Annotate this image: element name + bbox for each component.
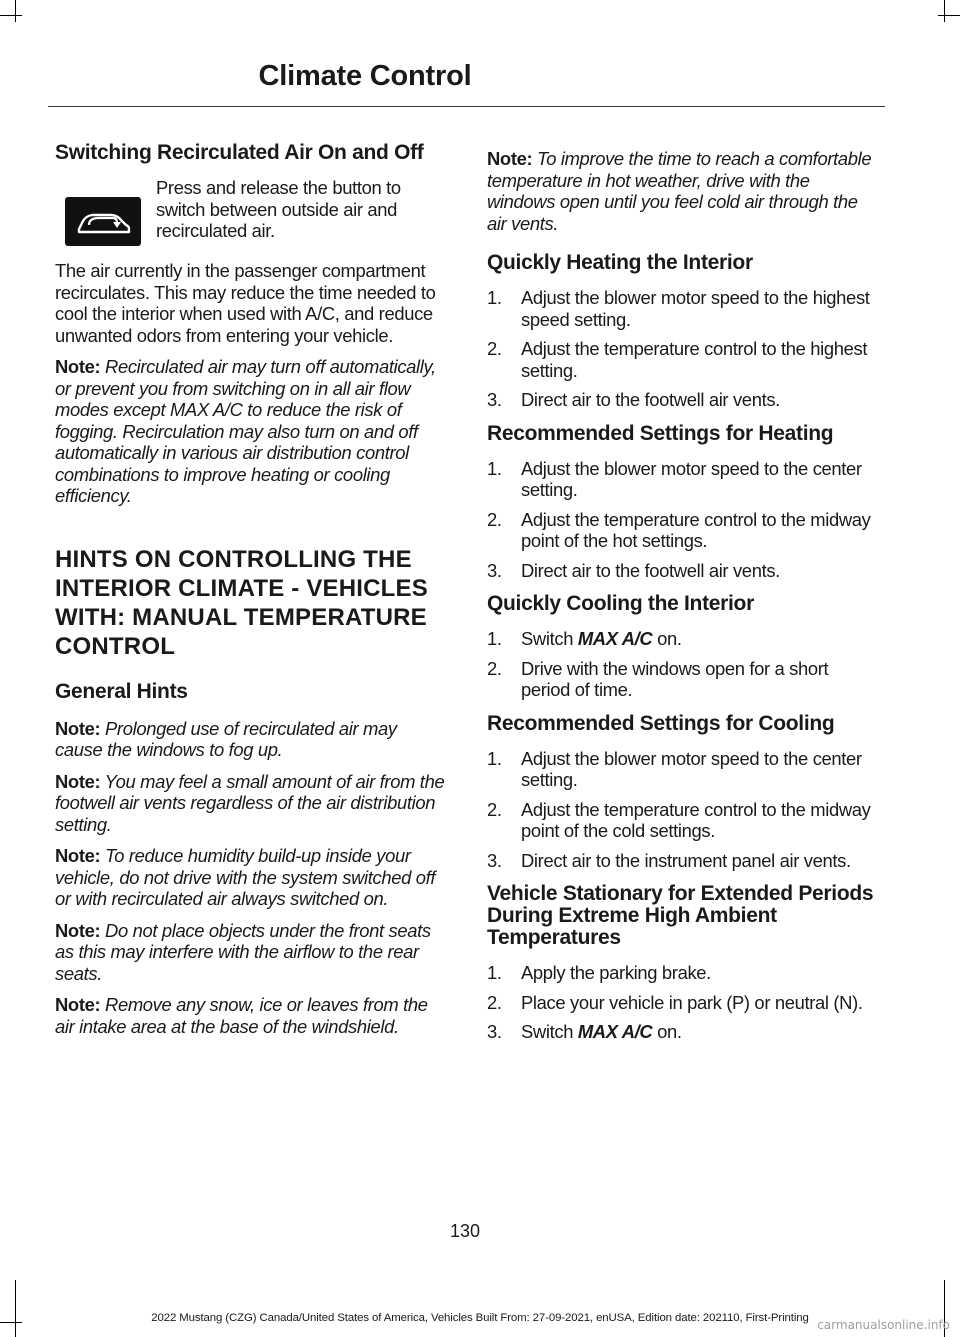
steps-list xyxy=(487,458,879,582)
page-number: 130 xyxy=(449,1221,481,1241)
note-label: Note: xyxy=(55,356,101,377)
note xyxy=(55,718,447,761)
section-heading: Recommended Settings for Cooling xyxy=(487,711,835,735)
hints-heading: HINTS ON CONTROLLING THE INTERIOR CLIMATE - VEHICLES WITH: MANUAL TEMPERATURE CONTROL xyxy=(55,545,428,660)
recirc-heading: Switching Recirculated Air On and Off xyxy=(55,141,424,164)
right-column xyxy=(487,148,879,1055)
section-heading: Quickly Heating the Interior xyxy=(487,251,753,274)
crop-mark xyxy=(15,0,16,22)
note-label: Note: xyxy=(55,717,101,739)
top-note xyxy=(487,148,879,234)
watermark: carmanualsonline.info xyxy=(817,1318,950,1332)
note-text: You may feel a small amount of air from the footwell air vents regardless of the air distribution setting. xyxy=(55,770,445,835)
steps-list xyxy=(487,962,879,1043)
note-text: Remove any snow, ice or leaves from the air intake area at the base of the windshield. xyxy=(55,994,428,1037)
list-item: 2. Adjust the temperature control to the midway point of the cold settings. xyxy=(487,798,871,841)
steps-list xyxy=(487,287,879,411)
list-item: 2. Adjust the temperature control to the highest setting. xyxy=(487,338,868,381)
crop-mark xyxy=(15,1280,16,1337)
recirculated-air-icon xyxy=(65,197,141,246)
list-item: 3. Direct air to the footwell air vents. xyxy=(487,389,780,410)
note-text: Prolonged use of recirculated air may cause the windows to fog up. xyxy=(55,717,397,760)
section-heading: Recommended Settings for Heating xyxy=(487,421,834,445)
section-heading: Vehicle Stationary for Extended Periods During Extreme High Ambient Temperatures xyxy=(487,882,874,949)
note-label: Note: xyxy=(55,770,101,792)
note-label: Note: xyxy=(55,919,101,941)
list-item: 1. Apply the parking brake. xyxy=(487,962,711,983)
list-item: 1. Switch MAX A/C on. xyxy=(487,628,682,649)
note xyxy=(55,920,447,985)
list-item: 3. Direct air to the instrument panel air vents. xyxy=(487,849,851,871)
note xyxy=(55,771,447,836)
note-text: Recirculated air may turn off automatically, or prevent you from switching on in all air flow modes except MAX A/C to reduce the risk of fogging. Recirculation may also turn on and off automatically in various air distribution control combinations to improve heating or cooling efficiency. xyxy=(55,356,436,506)
list-item: 1. Adjust the blower motor speed to the center setting. xyxy=(487,747,862,790)
header-divider xyxy=(48,106,885,107)
note-text: To reduce humidity build-up inside your vehicle, do not drive with the system switched off or with recirculated air always switched on. xyxy=(55,845,436,909)
list-item: 1. Adjust the blower motor speed to the highest speed setting. xyxy=(487,287,870,330)
list-item: 3. Switch MAX A/C on. xyxy=(487,1021,682,1042)
list-item: 2. Adjust the temperature control to the midway point of the hot settings. xyxy=(487,508,871,551)
list-item: 2. Place your vehicle in park (P) or neutral (N). xyxy=(487,991,863,1013)
note-text: Do not place objects under the front seats as this may interfere with the airflow to the rear seats. xyxy=(55,919,431,984)
note-label: Note: xyxy=(55,845,101,866)
recirc-instruction-row xyxy=(55,177,447,246)
left-column xyxy=(55,142,447,1047)
note xyxy=(55,845,447,910)
list-item: 3. Direct air to the footwell air vents. xyxy=(487,559,780,581)
section-heading: Quickly Cooling the Interior xyxy=(487,592,754,615)
note xyxy=(55,994,447,1037)
list-item: 1. Adjust the blower motor speed to the center setting. xyxy=(487,457,862,500)
crop-mark xyxy=(944,0,945,22)
general-hints-heading: General Hints xyxy=(55,679,188,703)
list-item: 2. Drive with the windows open for a short period of time. xyxy=(487,657,829,700)
note-label: Note: xyxy=(55,994,101,1015)
recirc-instruction: Press and release the button to switch between outside air and recirculated air. xyxy=(156,177,401,241)
footer-text: 2022 Mustang (CZG) Canada/United States of America, Vehicles Built From: 27-09-2021, enUSA, Edition date: 202110, First-Printing xyxy=(151,1312,809,1324)
note-label: Note: xyxy=(487,148,533,169)
steps-list xyxy=(487,748,879,872)
crop-mark xyxy=(0,15,22,16)
page-title: Climate Control xyxy=(258,60,472,92)
crop-mark xyxy=(938,15,960,16)
recirc-note xyxy=(55,356,447,507)
steps-list xyxy=(487,628,879,701)
recirc-body: The air currently in the passenger compartment recirculates. This may reduce the time needed to cool the interior when used with A/C, and reduce unwanted odors from entering your vehicle. xyxy=(55,260,436,346)
note-text: To improve the time to reach a comfortable temperature in hot weather, drive with the windows open until you feel cold air through the air vents. xyxy=(487,148,872,234)
